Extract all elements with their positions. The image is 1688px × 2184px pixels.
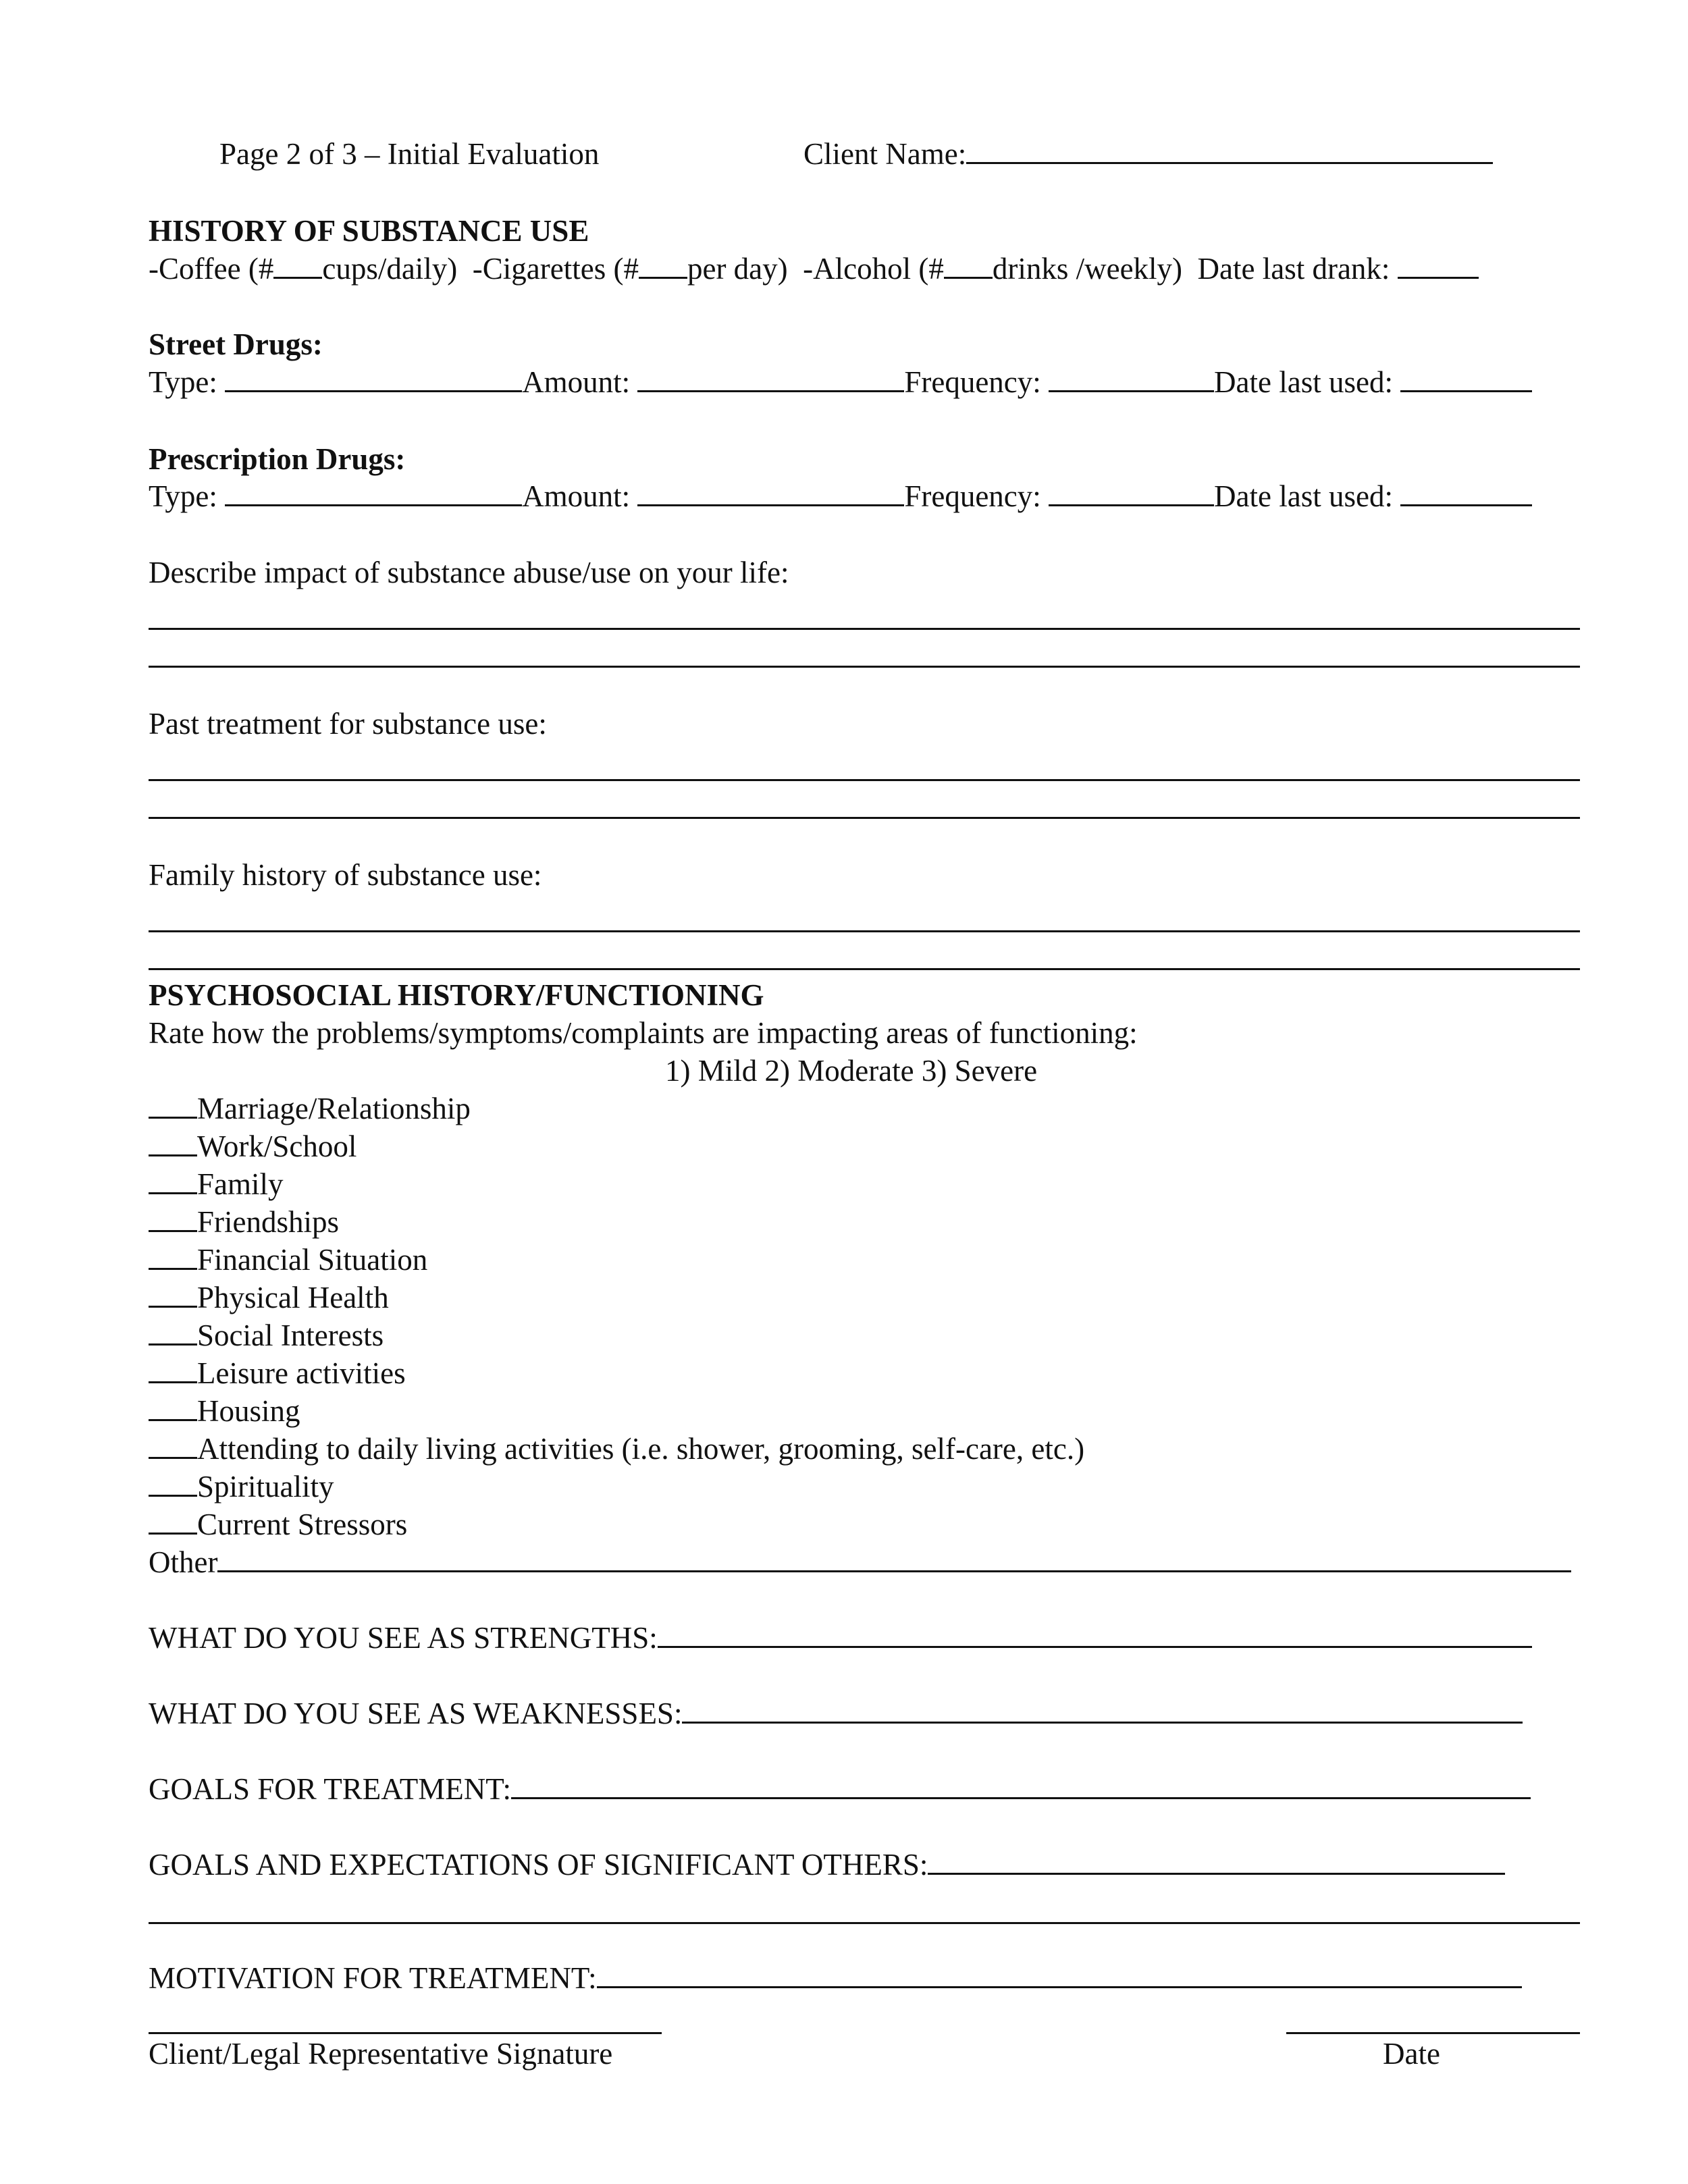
rating-field[interactable] <box>149 1392 197 1421</box>
family-history-answer-line-1[interactable] <box>149 930 1580 932</box>
other-row: Other <box>149 1543 1580 1581</box>
street-frequency-field[interactable] <box>1049 363 1214 392</box>
past-treatment-answer-line-2[interactable] <box>149 817 1580 819</box>
street-drugs-heading: Street Drugs: <box>149 327 323 361</box>
rating-scale: 1) Mild 2) Moderate 3) Severe <box>665 1054 1038 1088</box>
list-item: Spirituality <box>149 1468 1580 1506</box>
substance-quantities-row: -Coffee (# cups/daily) -Cigarettes (# per day) -Alcohol (# drinks /weekly) Date last drank: <box>149 250 1580 288</box>
street-amount-field[interactable] <box>637 363 904 392</box>
impact-label: Describe impact of substance abuse/use on your life: <box>149 556 789 589</box>
list-item: Social Interests <box>149 1316 1580 1354</box>
other-field[interactable] <box>217 1543 1571 1572</box>
rating-field[interactable] <box>149 1165 197 1194</box>
client-name-field[interactable] <box>966 135 1493 164</box>
rating-field[interactable] <box>149 1430 197 1459</box>
date-last-drank-field[interactable] <box>1398 250 1479 279</box>
list-item: Work/School <box>149 1127 1580 1165</box>
list-item: Physical Health <box>149 1279 1580 1316</box>
street-type-field[interactable] <box>225 363 522 392</box>
rx-type-field[interactable] <box>225 477 522 506</box>
rating-field[interactable] <box>149 1127 197 1156</box>
motivation-row: MOTIVATION FOR TREATMENT: <box>149 1959 1580 1997</box>
rating-field[interactable] <box>149 1506 197 1535</box>
rx-frequency-field[interactable] <box>1049 477 1214 506</box>
rating-field[interactable] <box>149 1468 197 1497</box>
past-treatment-answer-line-1[interactable] <box>149 779 1580 781</box>
rating-field[interactable] <box>149 1354 197 1383</box>
cigarettes-field[interactable] <box>639 250 687 279</box>
date-label: Date <box>1383 2037 1440 2071</box>
strengths-row: WHAT DO YOU SEE AS STRENGTHS: <box>149 1619 1580 1657</box>
rating-field[interactable] <box>149 1090 197 1119</box>
goals-others-field[interactable] <box>928 1846 1505 1875</box>
psychosocial-instruction: Rate how the problems/symptoms/complaints are impacting areas of functioning: <box>149 1016 1138 1050</box>
weaknesses-field[interactable] <box>682 1695 1523 1724</box>
past-treatment-label: Past treatment for substance use: <box>149 707 547 741</box>
page-label: Page 2 of 3 – Initial Evaluation <box>219 137 600 171</box>
family-history-answer-line-2[interactable] <box>149 968 1580 970</box>
impact-answer-line-1[interactable] <box>149 628 1580 630</box>
family-history-label: Family history of substance use: <box>149 858 542 892</box>
psychosocial-heading: PSYCHOSOCIAL HISTORY/FUNCTIONING <box>149 978 764 1012</box>
rating-field[interactable] <box>149 1203 197 1232</box>
goals-row: GOALS FOR TREATMENT: <box>149 1770 1580 1808</box>
weaknesses-row: WHAT DO YOU SEE AS WEAKNESSES: <box>149 1695 1580 1732</box>
rating-field[interactable] <box>149 1316 197 1346</box>
rating-field[interactable] <box>149 1279 197 1308</box>
list-item: Attending to daily living activities (i.e. shower, grooming, self-care, etc.) <box>149 1430 1580 1468</box>
signature-label: Client/Legal Representative Signature <box>149 2037 613 2071</box>
signature-line[interactable] <box>149 2032 662 2034</box>
list-item: Family <box>149 1165 1580 1203</box>
list-item: Friendships <box>149 1203 1580 1241</box>
list-item: Current Stressors <box>149 1506 1580 1543</box>
rx-date-field[interactable] <box>1400 477 1532 506</box>
date-line[interactable] <box>1286 2032 1580 2034</box>
list-item: Financial Situation <box>149 1241 1580 1279</box>
substance-heading: HISTORY OF SUBSTANCE USE <box>149 214 589 248</box>
goals-field[interactable] <box>511 1770 1531 1799</box>
strengths-field[interactable] <box>658 1619 1532 1648</box>
alcohol-drinks-field[interactable] <box>944 250 993 279</box>
rating-field[interactable] <box>149 1241 197 1270</box>
street-drugs-row: Type: Amount: Frequency: Date last used: <box>149 363 1580 401</box>
prescription-drugs-heading: Prescription Drugs: <box>149 442 406 476</box>
list-item: Housing <box>149 1392 1580 1430</box>
goals-others-answer-line[interactable] <box>149 1922 1580 1924</box>
client-name-row: Client Name: <box>803 135 1512 173</box>
prescription-drugs-row: Type: Amount: Frequency: Date last used: <box>149 477 1580 515</box>
coffee-cups-field[interactable] <box>273 250 322 279</box>
street-date-field[interactable] <box>1400 363 1532 392</box>
list-item: Leisure activities <box>149 1354 1580 1392</box>
impact-answer-line-2[interactable] <box>149 666 1580 668</box>
motivation-field[interactable] <box>597 1959 1522 1988</box>
list-item: Marriage/Relationship <box>149 1090 1580 1127</box>
rx-amount-field[interactable] <box>637 477 904 506</box>
goals-others-row: GOALS AND EXPECTATIONS OF SIGNIFICANT OTHERS: <box>149 1846 1580 1884</box>
